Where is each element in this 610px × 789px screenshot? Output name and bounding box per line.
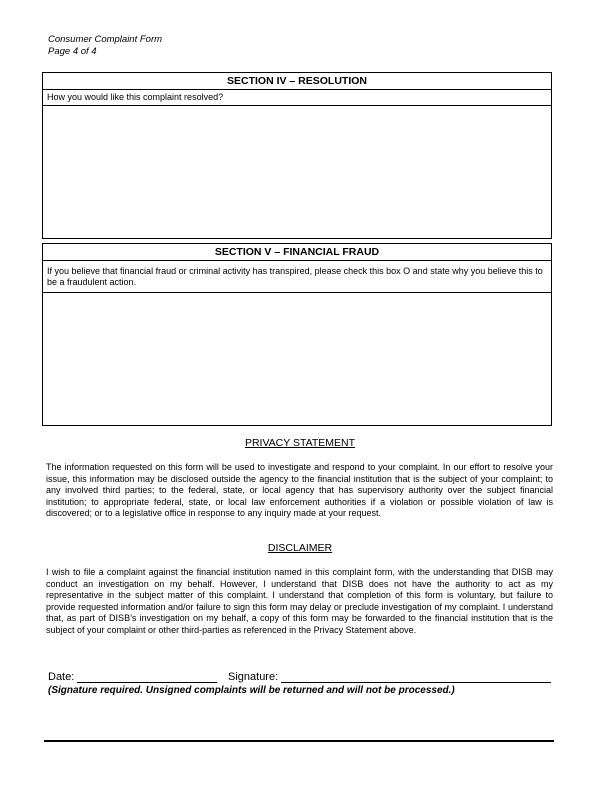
signature-label: Signature:	[228, 671, 279, 683]
privacy-text: The information requested on this form will be used to investigate and respond to your complaint. In our effort to resolve your issue, this information may be disclosed outside the agency to the financial institution that is the subject of your complaint; to any involved third parties; to the federal, state, or local agency that has supervisory authority over the subject financial institution; to appropriate federal, state, or local law enforcement authorities if a violation or possible violation of law is discovered; or to a legislative office in response to any inquiry made at your request.	[46, 462, 553, 519]
form-title: Consumer Complaint Form	[48, 34, 163, 45]
footer-divider	[44, 740, 554, 742]
section-financial-fraud	[42, 243, 552, 426]
signature-row	[228, 670, 551, 683]
resolution-answer-area[interactable]	[43, 106, 551, 240]
disclaimer-heading: DISCLAIMER	[267, 542, 333, 554]
privacy-heading: PRIVACY STATEMENT	[244, 437, 356, 449]
signature-required-note: (Signature required. Unsigned complaints will be returned and will not be processed.)	[48, 685, 455, 696]
section-fraud-title: SECTION V – FINANCIAL FRAUD	[43, 244, 551, 261]
section-resolution-title: SECTION IV – RESOLUTION	[43, 73, 551, 90]
disclaimer-text: I wish to file a complaint against the financial institution named in this complaint form, with the understanding that DISB may conduct an investigation on my behalf. However, I understand that DISB does not have the authority to act as my representative in the subject matter of this complaint. I understand that completion of this form is voluntary, but failure to provide requested information and/or failure to sign this form may delay or preclude investigation of my complaint. I understand that, as part of DISB’s investigation on my behalf, a copy of this form may be forwarded to the financial institution that is the subject of your complaint or other third-parties as referenced in the Privacy Statement above.	[46, 567, 553, 635]
page-number: Page 4 of 4	[48, 46, 97, 57]
fraud-question: If you believe that financial fraud or criminal activity has transpired, please check this box O and state why you believe this to be a fraudulent action.	[43, 261, 551, 293]
fraud-answer-area[interactable]	[43, 293, 551, 423]
signature-field[interactable]	[281, 670, 551, 683]
date-field[interactable]	[77, 670, 217, 683]
date-label: Date:	[48, 671, 75, 683]
page-header	[48, 34, 162, 58]
section-resolution	[42, 72, 552, 239]
date-row	[48, 670, 217, 683]
resolution-question: How you would like this complaint resolved?	[43, 90, 551, 106]
